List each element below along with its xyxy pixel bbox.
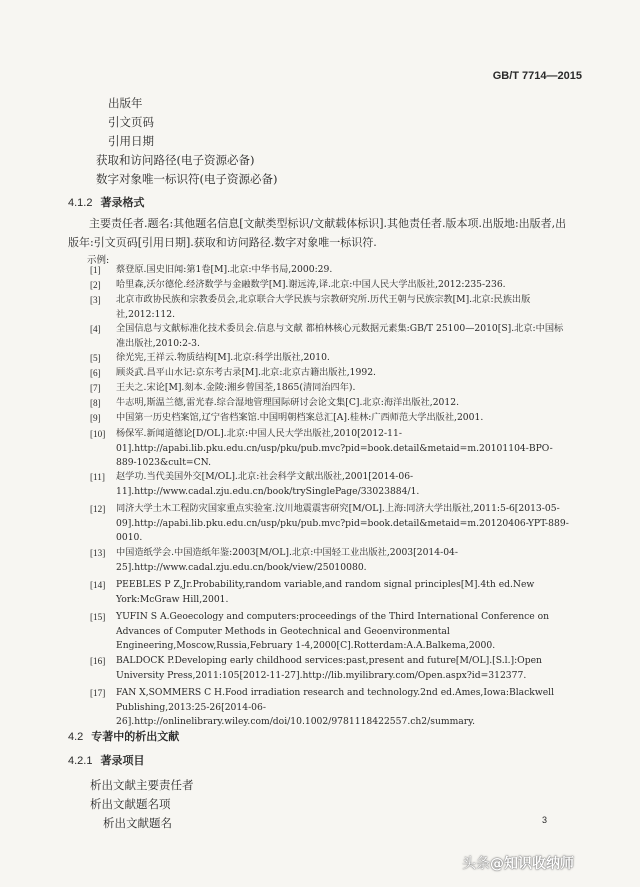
section-title: 专著中的析出文献	[91, 730, 180, 743]
reference-item	[90, 293, 570, 322]
reference-item	[90, 578, 570, 607]
field-analytic-title: 析出文献题名	[103, 816, 172, 830]
reference-item	[90, 278, 570, 293]
reference-index: [4]	[90, 324, 101, 334]
reference-index: [15]	[90, 612, 106, 622]
field-doi: 数字对象唯一标识符(电子资源必备)	[96, 172, 278, 186]
citation-format-text: 主要责任者.题名:其他题名信息[文献类型标识/文献载体标识].其他责任者.版本项.出版地:出版者,出版年:引文页码[引用日期].获取和访问路径.数字对象唯一标识符.	[68, 217, 567, 249]
field-publication-year: 出版年	[108, 96, 143, 110]
reference-index: [2]	[90, 280, 101, 290]
reference-index: [12]	[90, 504, 106, 514]
reference-index: [1]	[90, 265, 101, 275]
section-4-2-heading	[68, 728, 179, 744]
reference-text: 顾炎武.昌平山水记:京东考古录[M].北京:北京古籍出版社,1992.	[116, 367, 376, 378]
field-access-path: 获取和访问路径(电子资源必备)	[96, 153, 255, 167]
reference-item	[90, 366, 570, 381]
reference-item	[90, 411, 570, 426]
reference-item	[90, 654, 570, 683]
field-citation-date: 引用日期	[108, 134, 154, 148]
section-title: 著录格式	[100, 196, 145, 209]
reference-index: [6]	[90, 368, 101, 378]
field-citation-pages: 引文页码	[108, 115, 154, 129]
reference-item	[90, 502, 570, 546]
reference-text: FAN X,SOMMERS C H.Food irradiation research and technology.2nd ed.Ames,Iowa:Blackwell Publishing,2013:25-26[2014-06-26].http://onlinelibrary.wiley.com/doi/10.1002/9781118422557.ch2/summary.	[116, 687, 555, 727]
reference-text: 中国造纸学会.中国造纸年鉴:2003[M/OL].北京:中国轻工业出版社,2003[2014-04-25].http://www.cadal.zju.edu.cn/book/view/25010080.	[116, 547, 459, 573]
reference-text: 全国信息与文献标准化技术委员会.信息与文献 都柏林核心元数据元素集:GB/T 25100—2010[S].北京:中国标准出版社,2010:2-3.	[116, 323, 564, 349]
reference-text: 蔡登原.国史旧闻:第1卷[M].北京:中华书局,2000:29.	[116, 264, 333, 275]
reference-index: [7]	[90, 383, 101, 393]
reference-text: YUFIN S A.Geoecology and computers:proceedings of the Third International Conference on Advances of Computer Methods in Geotechnical and Geoenvironmental Engineering,Moscow,Russia,February 1-4,2000[C].Rotterdam:A.A.Balkema,2000.	[116, 611, 550, 651]
reference-text: 徐光宪,王祥云.物质结构[M].北京:科学出版社,2010.	[116, 352, 330, 363]
reference-index: [11]	[90, 472, 105, 482]
reference-text: 王夫之.宋论[M].刻本.金陵:湘乡曾国荃,1865(清同治四年).	[116, 382, 356, 393]
section-number: 4.2.1	[68, 755, 93, 767]
reference-index: [14]	[90, 580, 106, 590]
reference-item	[90, 381, 570, 396]
reference-text: 中国第一历史档案馆,辽宁省档案馆.中国明朝档案总汇[A].桂林:广西师范大学出版社,2001.	[116, 412, 484, 423]
section-number: 4.2	[68, 731, 84, 743]
reference-text: 赵学功.当代美国外交[M/OL].北京:社会科学文献出版社,2001[2014-06-11].http://www.cadal.zju.edu.cn/book/trySinglePage/33023884/1.	[116, 471, 420, 497]
standard-code: GB/T 7714—2015	[492, 70, 582, 82]
reference-item	[90, 427, 570, 471]
reference-item	[90, 470, 570, 499]
reference-item	[90, 396, 570, 411]
reference-text: 牛志明,斯温兰德,雷光春.综合湿地管理国际研讨会论文集[C].北京:海洋出版社,2012.	[116, 397, 460, 408]
section-4-2-1-heading	[68, 752, 144, 768]
reference-item	[90, 351, 570, 366]
page-number: 3	[542, 815, 548, 825]
reference-text: 北京市政协民族和宗教委员会,北京联合大学民族与宗教研究所.历代王朝与民族宗教[M].北京:民族出版社,2012:112.	[116, 294, 531, 320]
reference-item	[90, 322, 570, 351]
reference-item	[90, 546, 570, 575]
reference-index: [13]	[90, 548, 106, 558]
reference-index: [8]	[90, 398, 101, 408]
reference-index: [5]	[90, 353, 101, 363]
field-analytic-title-item: 析出文献题名项	[90, 797, 171, 811]
reference-text: 同济大学土木工程防灾国家重点实验室.汶川地震震害研究[M/OL].上海:同济大学出版社,2011:5-6[2013-05-09].http://apabi.lib.pku.edu.cn/usp/pku/pub.mvc?pid=book.detail&metaid=m.20120406-YPT-889-0010.	[116, 503, 569, 543]
reference-item	[90, 686, 570, 730]
reference-text: BALDOCK P.Developing early childhood services:past,present and future[M/OL].[S.l.]:Open University Press,2011:105[2012-11-27].http://lib.myilibrary.com/Open.aspx?id=312377.	[116, 655, 542, 681]
watermark	[462, 853, 576, 873]
examples-label: 示例:	[87, 255, 110, 266]
section-title: 著录项目	[100, 754, 145, 767]
reference-index: [16]	[90, 656, 106, 666]
reference-index: [3]	[90, 295, 101, 305]
reference-index: [17]	[90, 688, 106, 698]
field-analytic-author: 析出文献主要责任者	[90, 778, 194, 792]
section-number: 4.1.2	[68, 197, 93, 209]
watermark-account: @知识收纳师	[490, 856, 574, 872]
watermark-platform: 头条	[462, 856, 490, 872]
reference-index: [9]	[90, 413, 101, 423]
reference-text: PEEBLES P Z,Jr.Probability,random variable,and random signal principles[M].4th ed.New York:McGraw Hill,2001.	[116, 579, 535, 605]
reference-item	[90, 610, 570, 654]
reference-item	[90, 263, 570, 278]
reference-text: 哈里森,沃尔德伦.经济数学与金融数学[M].谢远涛,译.北京:中国人民大学出版社,2012:235-236.	[116, 279, 506, 290]
reference-index: [10]	[90, 429, 106, 439]
reference-text: 杨保军.新闻道德论[D/OL].北京:中国人民大学出版社,2010[2012-11-01].http://apabi.lib.pku.edu.cn/usp/pku/pub.mvc?pid=book.detail&metaid=m.20101104-BPO-889-1023&cult=CN.	[116, 428, 553, 468]
section-4-1-2-heading	[68, 194, 144, 210]
